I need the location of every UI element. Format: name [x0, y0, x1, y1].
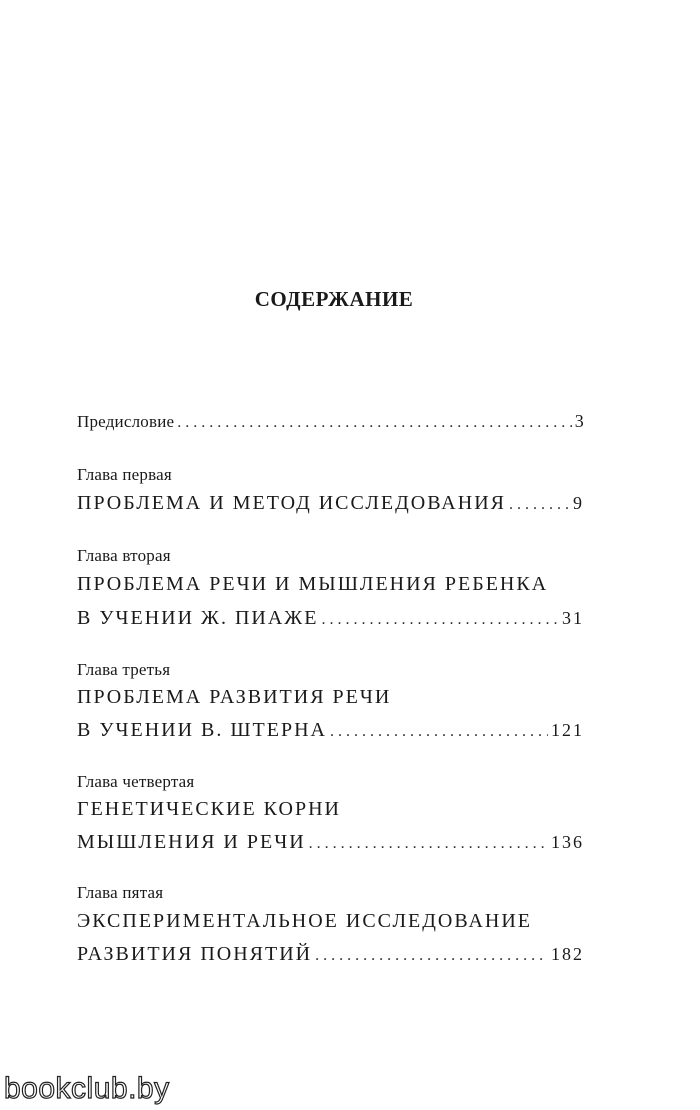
- toc-entry-label: Предисловие: [77, 412, 175, 431]
- toc-page-number: 9: [573, 493, 584, 513]
- chapter-label-1: Глава первая: [77, 465, 172, 484]
- chapter-label-3: Глава третья: [77, 660, 171, 679]
- chapter-title-line: В УЧЕНИИ Ж. ПИАЖЕ: [77, 607, 319, 629]
- chapter-title-line: [77, 686, 584, 709]
- site-watermark: bookclub.by: [4, 1072, 170, 1105]
- chapter-title-text: ГЕНЕТИЧЕСКИЕ КОРНИ: [77, 798, 341, 820]
- toc-page-number: 3: [574, 411, 584, 431]
- chapter-title-line: ПРОБЛЕМА И МЕТОД ИССЛЕДОВАНИЯ: [77, 492, 506, 514]
- toc-entry-chapter-1: [77, 492, 584, 515]
- toc-page-number: 121: [551, 720, 584, 740]
- chapter-title-text: ПРОБЛЕМА РЕЧИ И МЫШЛЕНИЯ РЕБЕНКА: [77, 573, 549, 595]
- dot-leader: [315, 947, 548, 965]
- chapter-title-text: ПРОБЛЕМА РАЗВИТИЯ РЕЧИ: [77, 686, 392, 708]
- dot-leader: [330, 723, 548, 741]
- toc-entry-chapter-2: [77, 607, 584, 630]
- chapter-label-5: Глава пятая: [77, 883, 164, 902]
- toc-page-number: 31: [562, 608, 584, 628]
- toc-page-number: 182: [551, 944, 584, 964]
- toc-entry-chapter-3: [77, 719, 584, 742]
- chapter-label-4: Глава четвертая: [77, 772, 195, 791]
- chapter-title-line: В УЧЕНИИ В. ШТЕРНА: [77, 719, 328, 741]
- dot-leader: [177, 414, 572, 432]
- chapter-title-text: ЭКСПЕРИМЕНТАЛЬНОЕ ИССЛЕДОВАНИЕ: [77, 910, 532, 932]
- chapter-title-line: МЫШЛЕНИЯ И РЕЧИ: [77, 831, 306, 853]
- chapter-title-line: [77, 910, 584, 933]
- chapter-label-2: Глава вторая: [77, 546, 171, 565]
- chapter-title-line: РАЗВИТИЯ ПОНЯТИЙ: [77, 943, 313, 965]
- toc-entry-chapter-4: [77, 831, 584, 854]
- chapter-title-line: [77, 573, 584, 596]
- toc-entry-preface: [77, 411, 584, 432]
- toc-entry-chapter-5: [77, 943, 584, 966]
- dot-leader: [321, 611, 559, 629]
- dot-leader: [309, 835, 548, 853]
- dot-leader: [509, 496, 570, 514]
- chapter-title-line: [77, 798, 584, 821]
- toc-page-number: 136: [551, 832, 584, 852]
- page-title: СОДЕРЖАНИЕ: [254, 287, 414, 311]
